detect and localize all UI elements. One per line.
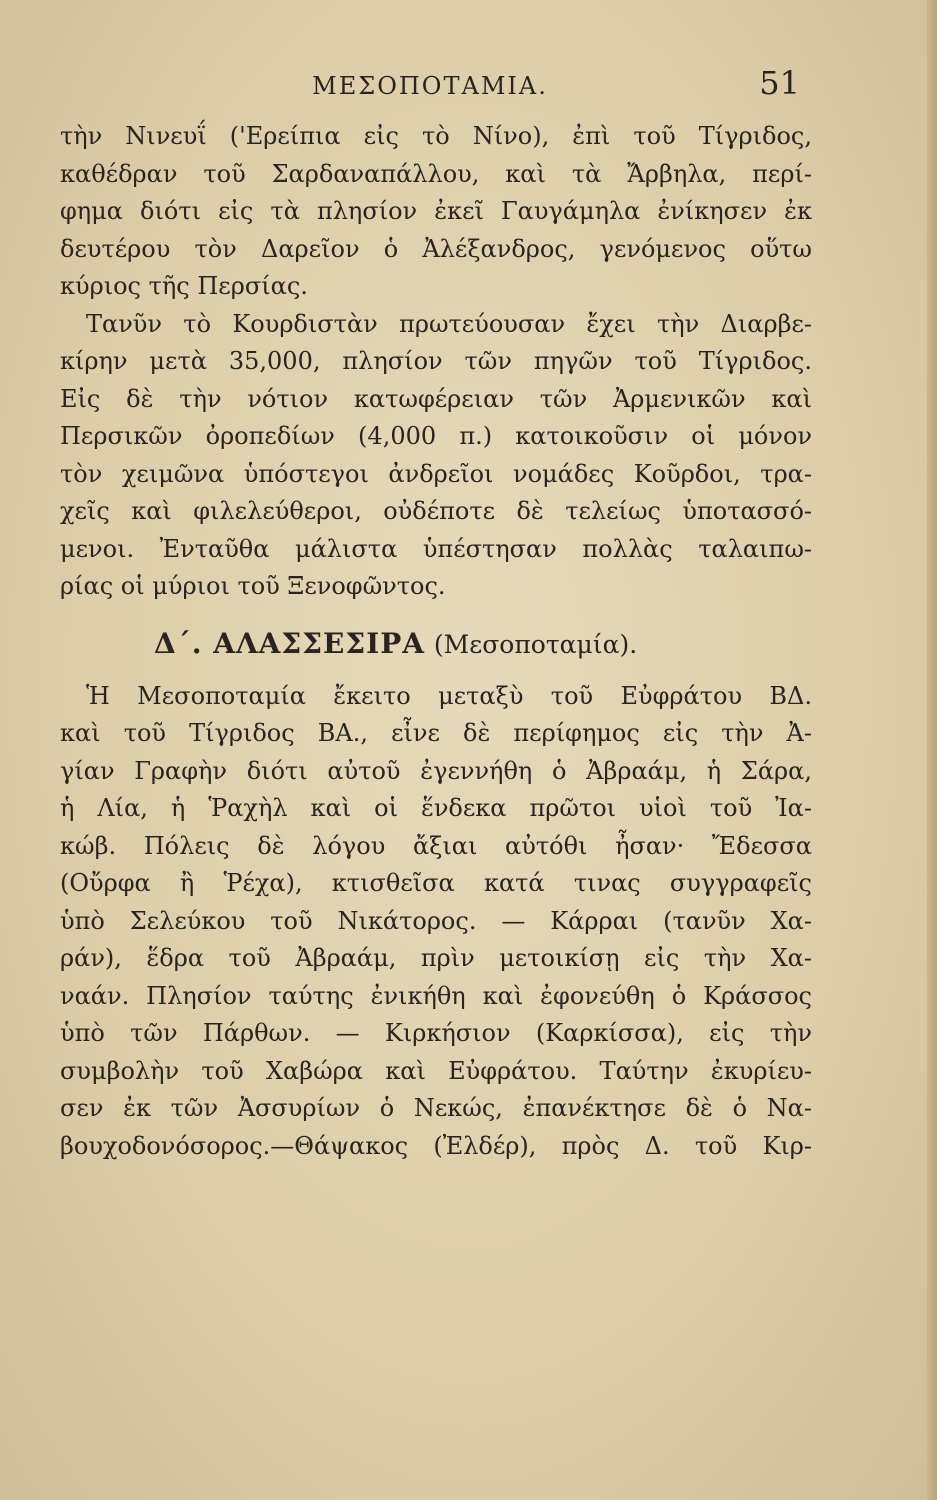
text-line: Ἡ Μεσοποταμία ἔκειτο μεταξὺ τοῦ Εὐφράτου ΒΔ. — [86, 681, 812, 710]
text-line: χεῖς καὶ φιλελεύθεροι, οὐδέποτε δὲ τελείως ὑποτασσό- — [60, 497, 812, 525]
body-text — [60, 118, 812, 1165]
text-line: Εἰς δὲ τὴν νότιον κατωφέρειαν τῶν Ἀρμενικῶν καὶ — [60, 384, 812, 413]
text-line: ὑπὸ τῶν Πάρθων. — Κιρκήσιον (Καρκίσσα), εἰς τὴν — [60, 1019, 812, 1047]
paragraph-1 — [60, 118, 812, 306]
text-line: γίαν Γραφὴν διότι αὐτοῦ ἐγεννήθη ὁ Ἀβραάμ, ἡ Σάρα, — [60, 756, 812, 785]
section-heading — [60, 618, 812, 670]
text-line: καὶ τοῦ Τίγριδος ΒΑ., εἶνε δὲ περίφημος εἰς τὴν Ἀ- — [60, 719, 812, 747]
section-heading-label: Δ΄. ΑΛΑΣΣΕΣΙΡΑ — [154, 626, 426, 660]
text-line: ἡ Λία, ἡ Ῥαχὴλ καὶ οἱ ἕνδεκα πρῶτοι υἱοὶ τοῦ Ἰα- — [60, 794, 812, 822]
text-line: ναάν. Πλησίον ταύτης ἐνικήθη καὶ ἐφονεύθη ὁ Κράσσος — [60, 981, 812, 1010]
running-title: ΜΕΣΟΠΟΤΑΜΙΑ. — [312, 72, 548, 100]
text-line: ράν), ἕδρα τοῦ Ἀβραάμ, πρὶν μετοικίσῃ εἰς τὴν Χα- — [60, 944, 812, 972]
text-line: κώβ. Πόλεις δὲ λόγου ἄξιαι αὐτόθι ἦσαν· Ἔδεσσα — [60, 831, 812, 860]
text-line: ρίας οἱ μύριοι τοῦ Ξενοφῶντος. — [60, 572, 446, 600]
text-line: τὴν Νινευΐ ('Ερείπια εἰς τὸ Νίνο), ἐπὶ τοῦ Τίγριδος, — [60, 122, 812, 150]
text-line: βουχοδονόσορος.—Θάψακος (Ἐλδέρ), πρὸς Δ. τοῦ Κιρ- — [60, 1131, 812, 1160]
page-header — [60, 64, 800, 108]
text-line: καθέδραν τοῦ Σαρδαναπάλλου, καὶ τὰ Ἄρβηλα, περί- — [60, 159, 812, 188]
paragraph-2 — [60, 306, 812, 606]
text-line: Τανῦν τὸ Κουρδιστὰν πρωτεύουσαν ἔχει τὴν Διαρβε- — [86, 309, 812, 338]
text-line: συμβολὴν τοῦ Χαβώρα καὶ Εὐφράτου. Ταύτην ἐκυρίευ- — [60, 1056, 812, 1085]
text-line: δευτέρου τὸν Δαρεῖον ὁ Ἀλέξανδρος, γενόμενος οὕτω — [60, 234, 812, 263]
paragraph-3 — [60, 678, 812, 1166]
text-line: Περσικῶν ὀροπεδίων (4,000 π.) κατοικοῦσιν οἱ μόνον — [60, 422, 812, 450]
text-line: ὑπὸ Σελεύκου τοῦ Νικάτορος. — Κάρραι (τανῦν Χα- — [60, 906, 812, 935]
text-line: σεν ἐκ τῶν Ἀσσυρίων ὁ Νεκώς, ἐπανέκτησε δὲ ὁ Να- — [60, 1094, 812, 1122]
page-number: 51 — [759, 64, 800, 102]
section-heading-subtitle: (Μεσοποταμία). — [433, 629, 638, 659]
text-line: κίρην μετὰ 35,000, πλησίον τῶν πηγῶν τοῦ Τίγριδος. — [60, 347, 812, 375]
text-line: μενοι. Ἐνταῦθα μάλιστα ὑπέστησαν πολλὰς ταλαιπω- — [60, 534, 812, 563]
text-line: κύριος τῆς Περσίας. — [60, 272, 308, 300]
text-line: (Οὔρφα ἢ Ῥέχα), κτισθεῖσα κατά τινας συγγραφεῖς — [60, 869, 812, 897]
text-line: φημα διότι εἰς τὰ πλησίον ἐκεῖ Γαυγάμηλα ἐνίκησεν ἐκ — [60, 197, 812, 225]
page-edge — [927, 0, 937, 1500]
text-line: τὸν χειμῶνα ὑπόστεγοι ἀνδρεῖοι νομάδες Κοῦρδοι, τρα- — [60, 459, 812, 488]
